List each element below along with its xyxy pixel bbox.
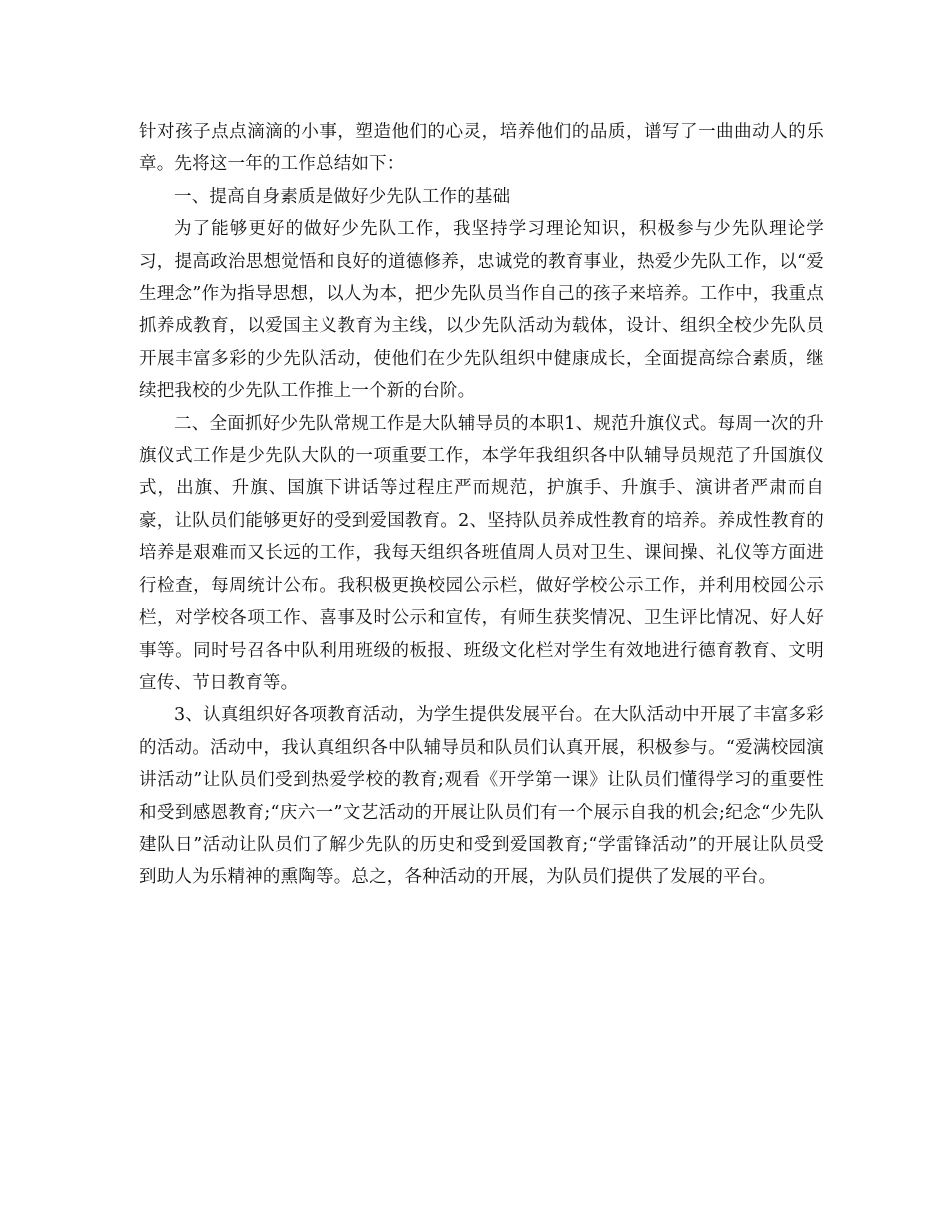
paragraph-intro: 针对孩子点点滴滴的小事，塑造他们的心灵，培养他们的品质，谱写了一曲曲动人的乐章。先将这一年的工作总结如下： <box>139 122 824 175</box>
paragraph-section-1: 为了能够更好的做好少先队工作，我坚持学习理论知识，积极参与少先队理论学习，提高政治思想觉悟和良好的道德修养，忠诚党的教育事业，热爱少先队工作，以“爱生理念”作为指导思想，以人为本，把少先队员当作自己的孩子来培养。工作中，我重点抓养成教育，以爱国主义教育为主线，以少先队活动为载体，设计、组织全校少先队员开展丰富多彩的少先队活动，使他们在少先队组织中健康成长，全面提高综合素质，继续把我校的少先队工作推上一个新的台阶。 <box>139 219 824 402</box>
paragraph-section-2: 二、全面抓好少先队常规工作是大队辅导员的本职1、规范升旗仪式。每周一次的升旗仪式工作是少先队大队的一项重要工作，本学年我组织各中队辅导员规范了升国旗仪式，出旗、升旗、国旗下讲话等过程庄严而规范，护旗手、升旗手、演讲者严肃而自豪，让队员们能够更好的受到爱国教育。2、坚持队员养成性教育的培养。养成性教育的培养是艰难而又长远的工作，我每天组织各班值周人员对卫生、课间操、礼仪等方面进行检查，每周统计公布。我积极更换校园公示栏，做好学校公示工作，并利用校园公示栏，对学校各项工作、喜事及时公示和宣传，有师生获奖情况、卫生评比情况、好人好事等。同时号召各中队利用班级的板报、班级文化栏对学生有效地进行德育教育、文明宣传、节日教育等。 <box>139 413 824 693</box>
paragraph-section-3: 3、认真组织好各项教育活动，为学生提供发展平台。在大队活动中开展了丰富多彩的活动。活动中，我认真组织各中队辅导员和队员们认真开展，积极参与。“爱满校园演讲活动”让队员们受到热爱学校的教育;观看《开学第一课》让队员们懂得学习的重要性和受到感恩教育;“庆六一”文艺活动的开展让队员们有一个展示自我的机会;纪念“少先队建队日”活动让队员们了解少先队的历史和受到爱国教育;“学雷锋活动”的开展让队员受到助人为乐精神的熏陶等。总之，各种活动的开展，为队员们提供了发展的平台。 <box>139 705 824 888</box>
document-body <box>139 116 824 894</box>
section-heading-1: 一、提高自身素质是做好少先队工作的基础 <box>174 186 511 207</box>
